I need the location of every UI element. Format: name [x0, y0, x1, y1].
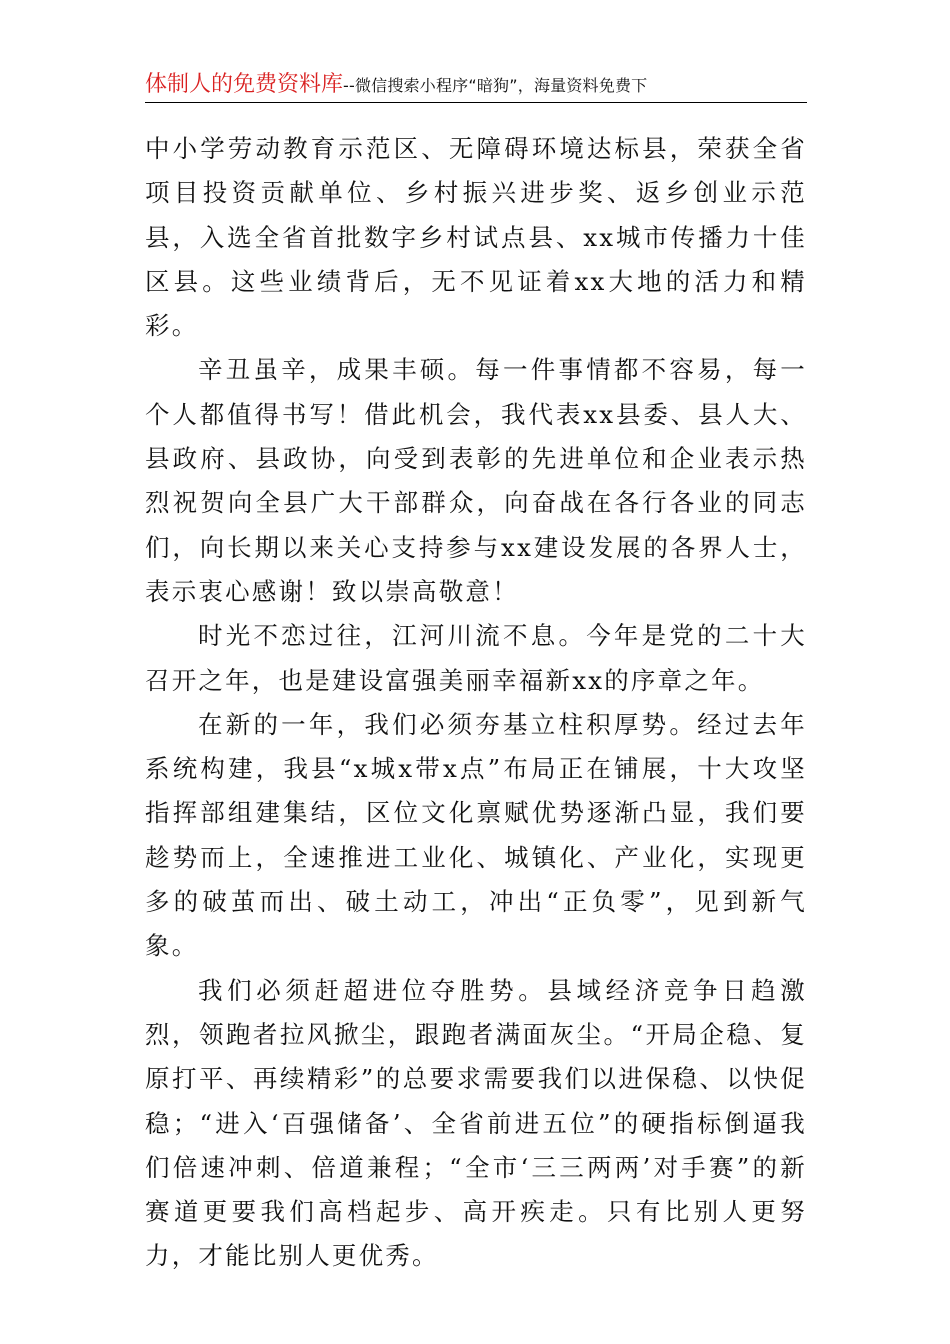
- document-body: [145, 127, 807, 1279]
- paragraph: 时光不恋过往，江河川流不息。今年是党的二十大召开之年，也是建设富强美丽幸福新xx的序章之年。: [145, 621, 807, 695]
- paragraph: 辛丑虽辛，成果丰硕。每一件事情都不容易，每一个人都值得书写！借此机会，我代表xx县委、县人大、县政府、县政协，向受到表彰的先进单位和企业表示热烈祝贺向全县广大干部群众，向奋战在各行各业的同志们，向长期以来关心支持参与xx建设发展的各界人士，表示衷心感谢！致以崇高敬意！: [145, 355, 807, 606]
- paragraph: 中小学劳动教育示范区、无障碍环境达标县，荣获全省项目投资贡献单位、乡村振兴进步奖、返乡创业示范县，入选全省首批数字乡村试点县、xx城市传播力十佳区县。这些业绩背后，无不见证着xx大地的活力和精彩。: [145, 134, 807, 341]
- paragraph: 在新的一年，我们必须夯基立柱积厚势。经过去年系统构建，我县“x城x带x点”布局正在铺展，十大攻坚指挥部组建集结，区位文化禀赋优势逐渐凸显，我们要趁势而上，全速推进工业化、城镇化、产业化，实现更多的破茧而出、破土动工，冲出“正负零”，见到新气象。: [145, 709, 807, 961]
- header-tagline: --微信搜索小程序“暗狗”，海量资料免费下: [343, 76, 648, 95]
- page-header: [145, 70, 807, 103]
- header-brand: 体制人的免费资料库: [145, 72, 344, 97]
- paragraph: 我们必须赶超进位夺胜势。县域经济竞争日趋激烈，领跑者拉风掀尘，跟跑者满面灰尘。“开局企稳、复原打平、再续精彩”的总要求需要我们以进保稳、以快促稳；“进入‘百强储备’、全省前进五位”的硬指标倒逼我们倍速冲刺、倍道兼程；“全市‘三三两两’对手赛”的新赛道更要我们高档起步、高开疾走。只有比别人更努力，才能比别人更优秀。: [145, 975, 807, 1271]
